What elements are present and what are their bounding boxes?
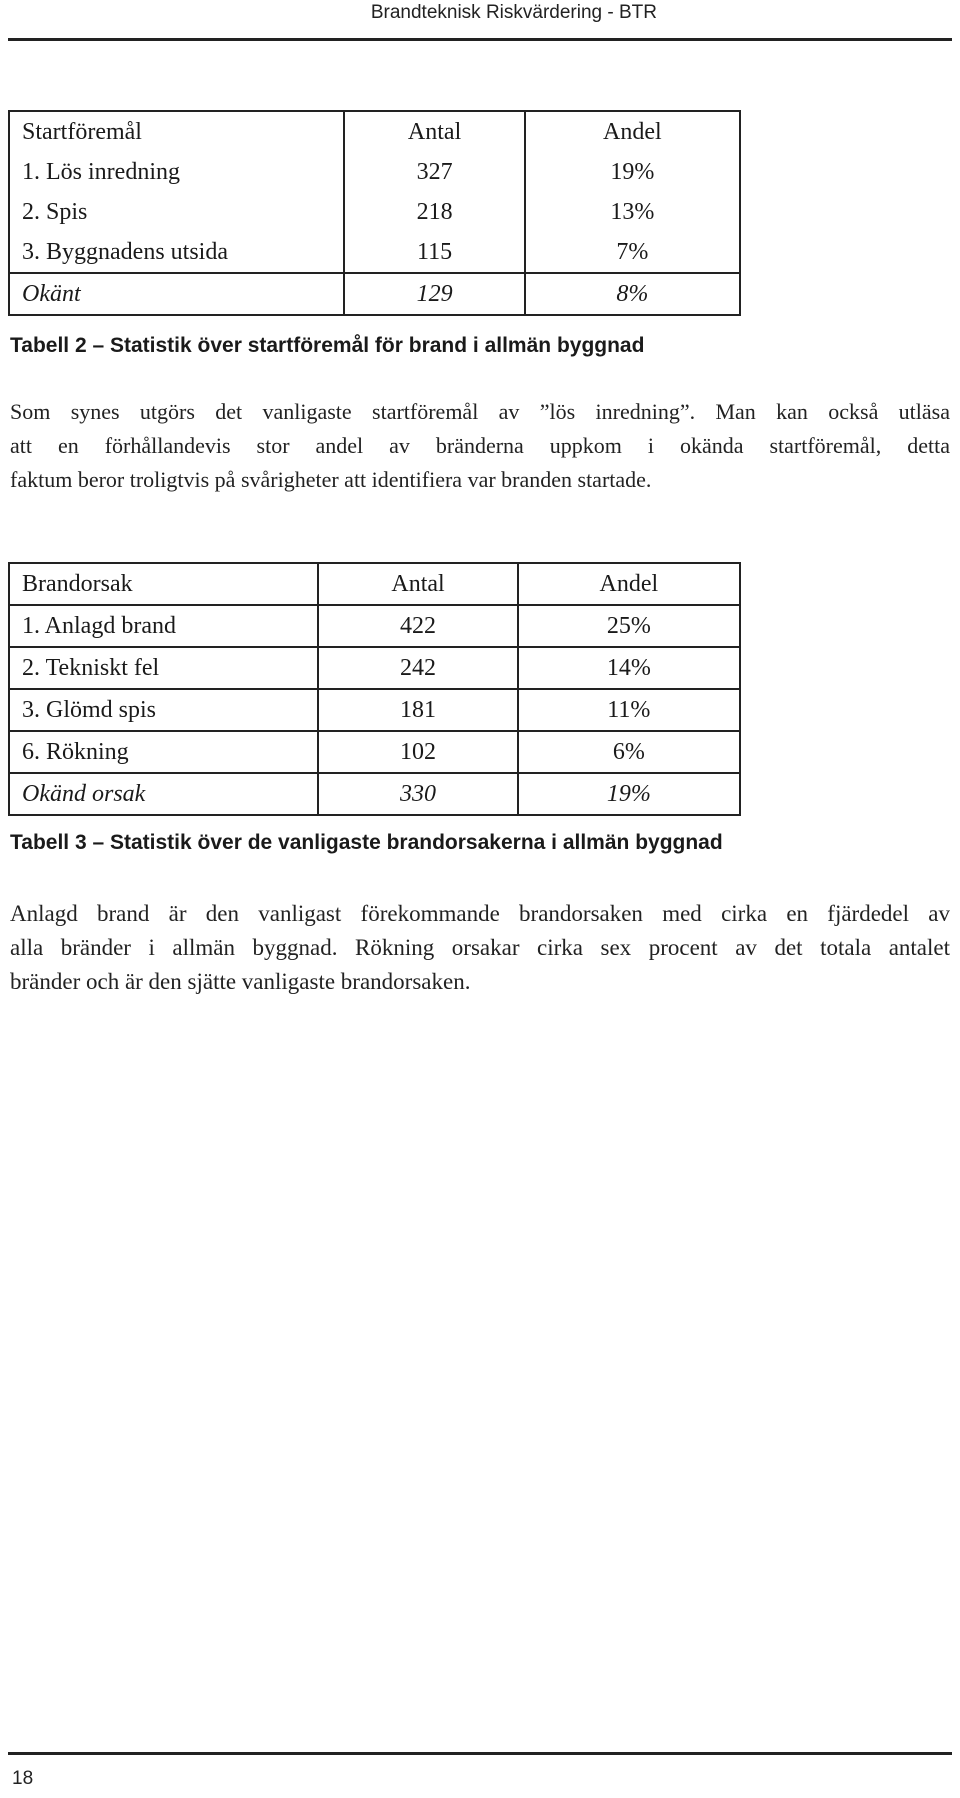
table-cell: 25% bbox=[518, 605, 740, 647]
table-row bbox=[9, 192, 740, 232]
table-cell: 2. Tekniskt fel bbox=[9, 647, 318, 689]
table-cell: 181 bbox=[318, 689, 517, 731]
table-cell: 1. Anlagd brand bbox=[9, 605, 318, 647]
table-cell: 330 bbox=[318, 773, 517, 815]
column-header: Andel bbox=[525, 111, 740, 152]
paragraph-line: alla bränder i allmän byggnad. Rökning orsakar cirka sex procent av det totala antalet bbox=[10, 935, 950, 960]
table-row bbox=[9, 232, 740, 273]
table-header-row bbox=[9, 111, 740, 152]
footer-rule bbox=[8, 1752, 952, 1755]
startforemal-table bbox=[8, 110, 741, 316]
paragraph-line: Anlagd brand är den vanligast förekommande brandorsaken med cirka en fjärdedel av bbox=[10, 901, 950, 926]
table-cell: 3. Glömd spis bbox=[9, 689, 318, 731]
table-cell: 1. Lös inredning bbox=[22, 159, 180, 185]
table-row bbox=[9, 647, 740, 689]
page-number: 18 bbox=[12, 1768, 34, 1789]
header-title: Brandteknisk Riskvärdering - BTR bbox=[370, 2, 657, 23]
table-row bbox=[9, 689, 740, 731]
table-caption: Tabell 3 – Statistik över de vanligaste brandorsakerna i allmän byggnad bbox=[10, 831, 723, 854]
column-header: Andel bbox=[518, 563, 740, 605]
table-cell: Okänt bbox=[9, 273, 344, 315]
body-paragraph bbox=[10, 395, 950, 497]
table-cell: 242 bbox=[318, 647, 517, 689]
table-cell: 6% bbox=[518, 731, 740, 773]
table-cell: 102 bbox=[318, 731, 517, 773]
table-cell: 2. Spis bbox=[22, 199, 88, 225]
table-row bbox=[9, 731, 740, 773]
paragraph-line: bränder och är den sjätte vanligaste brandorsaken. bbox=[10, 969, 471, 994]
header-rule bbox=[8, 38, 952, 41]
table-row bbox=[9, 152, 740, 192]
table-row bbox=[9, 605, 740, 647]
table-cell: 19% bbox=[525, 152, 740, 192]
table-header-row bbox=[9, 563, 740, 605]
column-header: Antal bbox=[318, 563, 517, 605]
column-header: Brandorsak bbox=[22, 571, 133, 597]
table-cell: 13% bbox=[525, 192, 740, 232]
paragraph-line: faktum beror troligtvis på svårigheter att identifiera var branden startade. bbox=[10, 467, 652, 492]
paragraph-line: Som synes utgörs det vanligaste startföremål av ”lös inredning”. Man kan också utläsa bbox=[10, 399, 950, 424]
table-cell: 11% bbox=[518, 689, 740, 731]
table-cell: 218 bbox=[344, 192, 524, 232]
table-cell: 422 bbox=[318, 605, 517, 647]
table-cell: Okänd orsak bbox=[9, 773, 318, 815]
table-caption: Tabell 2 – Statistik över startföremål för brand i allmän byggnad bbox=[10, 334, 645, 357]
table-cell: 6. Rökning bbox=[9, 731, 318, 773]
table-row bbox=[9, 773, 740, 815]
column-header: Startföremål bbox=[22, 119, 142, 145]
table-cell: 14% bbox=[518, 647, 740, 689]
brandorsak-table bbox=[8, 562, 741, 816]
table-cell: 8% bbox=[525, 273, 740, 315]
table-cell: 19% bbox=[518, 773, 740, 815]
table-cell: 115 bbox=[344, 232, 524, 273]
table-cell: 327 bbox=[344, 152, 524, 192]
paragraph-line: att en förhållandevis stor andel av bränderna uppkom i okända startföremål, detta bbox=[10, 433, 950, 458]
table-row bbox=[9, 273, 740, 315]
body-paragraph bbox=[10, 897, 950, 999]
table-cell: 129 bbox=[344, 273, 524, 315]
table-cell: 7% bbox=[525, 232, 740, 273]
table-cell: 3. Byggnadens utsida bbox=[22, 239, 228, 265]
column-header: Antal bbox=[344, 111, 524, 152]
